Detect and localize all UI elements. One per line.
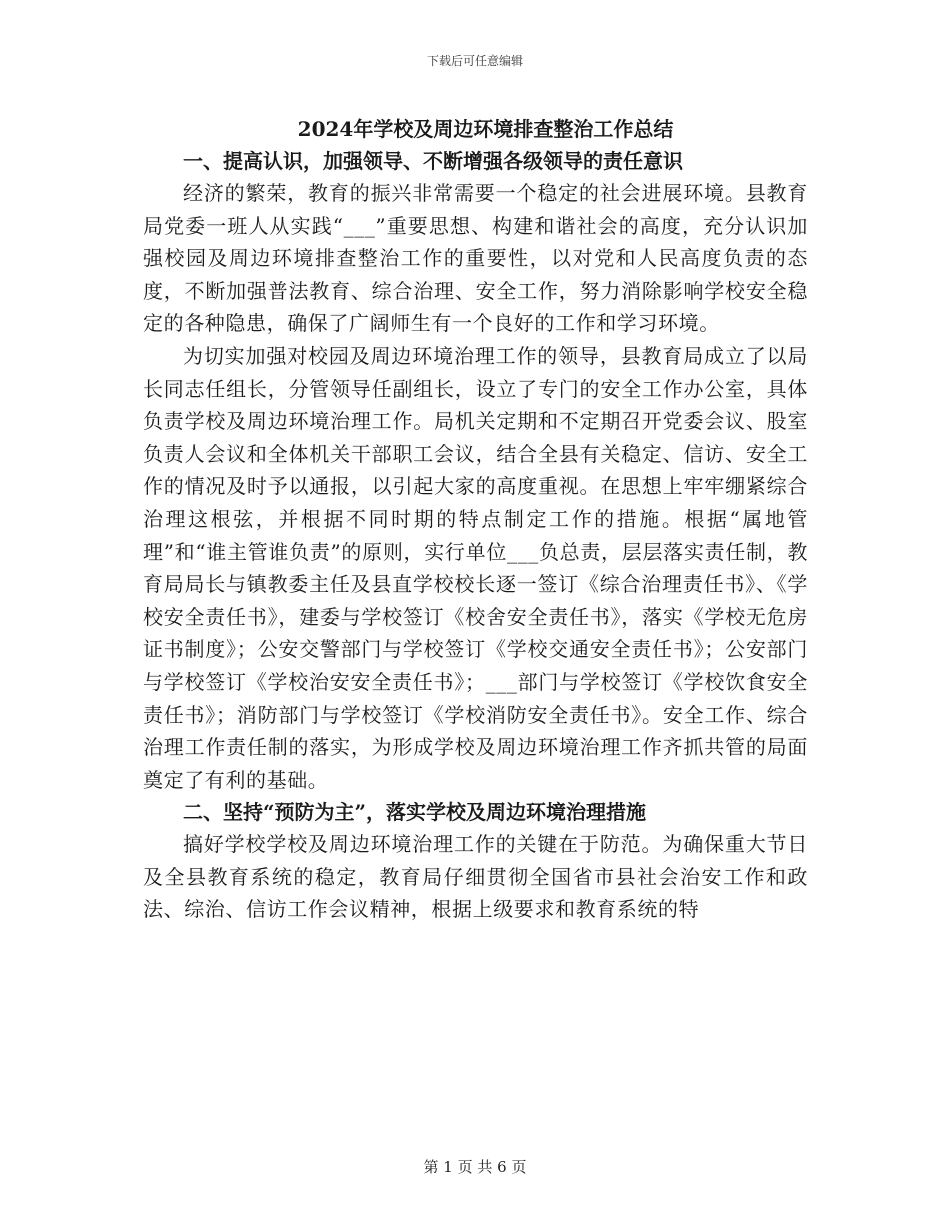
header-note: 下载后可任意编辑 — [426, 54, 523, 68]
section-heading-2: 二、坚持“预防为主”，落实学校及周边环境治理措施 — [183, 800, 647, 825]
page-number: 第 1 页 共 6 页 — [423, 1158, 527, 1176]
paragraph-1: 经济的繁荣，教育的振兴非常需要一个稳定的社会进展环境。县教育局党委一班人从实践“___”重要思想、构建和谐社会的高度，充分认识加强校园及周边环境排查整治工作的重要性，以对党和人民高度负责的态度，不断加强普法教育、综合治理、安全工作，努力消除影响学校安全稳定的各种隐患，确保了广阔师生有一个良好的工作和学习环境。 — [143, 181, 808, 336]
paragraph-2: 为切实加强对校园及周边环境治理工作的领导，县教育局成立了以局长同志任组长，分管领导任副组长，设立了专门的安全工作办公室，具体负责学校及周边环境治理工作。局机关定期和不定期召开党委会议、股室负责人会议和全体机关干部职工会议，结合全县有关稳定、信访、安全工作的情况及时予以通报，以引起大家的高度重视。在思想上牢牢绷紧综合治理这根弦，并根据不同时期的特点制定工作的措施。根据“属地管理”和“谁主管谁负责”的原则，实行单位___负总责，层层落实责任制，教育局局长与镇教委主任及县直学校校长逐一签订《综合治理责任书》、《学校安全责任书》，建委与学校签订《校舍安全责任书》，落实《学校无危房证书制度》；公安交警部门与学校签订《学校交通安全责任书》；公安部门与学校签订《学校治安安全责任书》；___部门与学校签订《学校饮食安全责任书》；消防部门与学校签订《学校消防安全责任书》。安全工作、综合治理工作责任制的落实，为形成学校及周边环境治理工作齐抓共管的局面奠定了有利的基础。 — [143, 343, 808, 792]
document-title: 2024年学校及周边环境排查整治工作总结 — [297, 117, 674, 141]
section-heading-1: 一、提高认识，加强领导、不断增强各级领导的责任意识 — [183, 149, 683, 173]
paragraph-3: 搞好学校学校及周边环境治理工作的关键在于防范。为确保重大节日及全县教育系统的稳定，教育局仔细贯彻全国省市县社会治安工作和政法、综治、信访工作会议精神，根据上级要求和教育系统的特 — [143, 832, 808, 922]
document-body — [143, 113, 808, 926]
